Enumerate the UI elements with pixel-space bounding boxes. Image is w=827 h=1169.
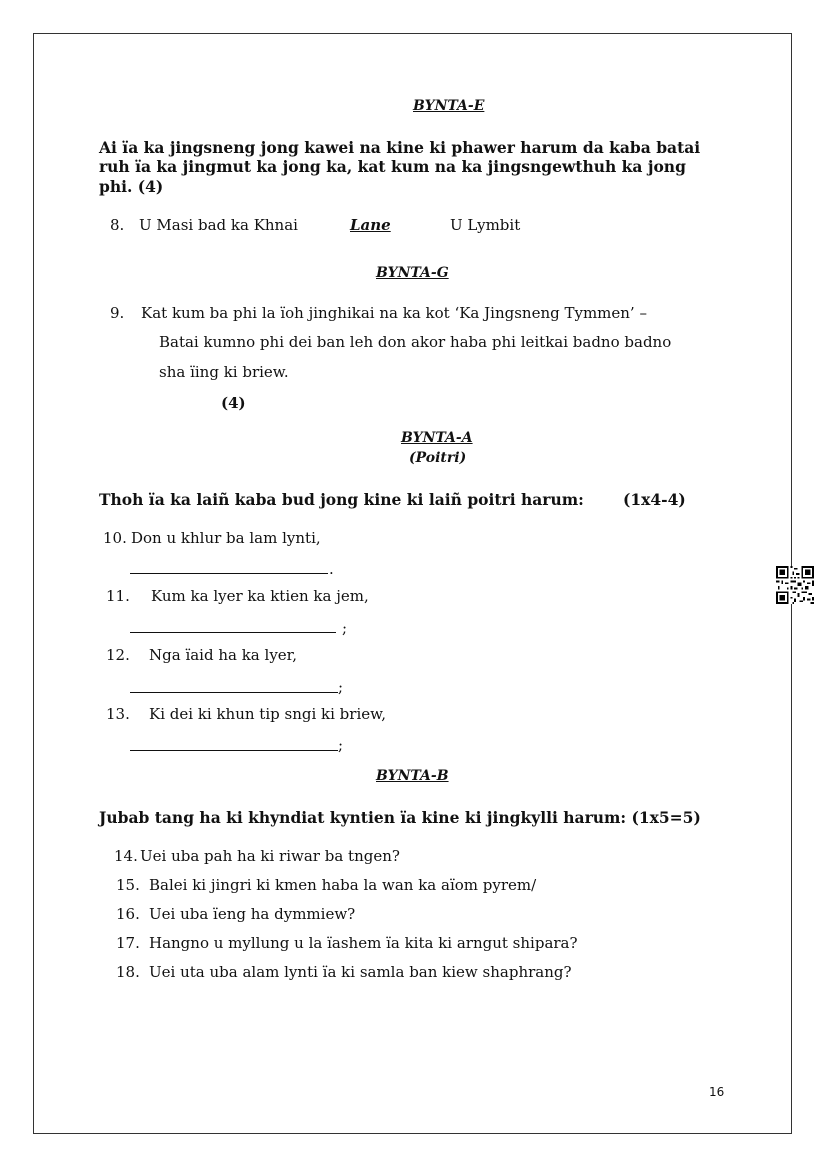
section-a-marks: (1x4-4) bbox=[623, 490, 686, 509]
question-9-marks: (4) bbox=[221, 394, 246, 412]
question-11-end: ; bbox=[342, 619, 348, 637]
question-16-text: Uei uba ïeng ha dymmiew? bbox=[149, 905, 356, 923]
question-10-end: . bbox=[329, 560, 334, 578]
question-11-number: 11. bbox=[106, 587, 130, 605]
question-8-proverb-2: Lane bbox=[350, 216, 391, 234]
question-8-proverb-1: U Masi bad ka Khnai bbox=[139, 216, 298, 234]
question-17-number: 17. bbox=[116, 934, 140, 952]
question-15-text: Balei ki jingri ki kmen haba la wan ka aïom pyrem/ bbox=[149, 876, 537, 894]
section-g-heading: BYNTA-G bbox=[376, 265, 449, 281]
qr-code-icon[interactable] bbox=[776, 566, 814, 604]
question-12-number: 12. bbox=[106, 646, 130, 664]
section-e-instruction-line-3: phi. (4) bbox=[99, 177, 164, 196]
question-13-answer-line bbox=[130, 750, 338, 751]
question-13-end: ; bbox=[338, 736, 344, 754]
section-e-instruction-line-1: Ai ïa ka jingsneng jong kawei na kine ki phawer harum da kaba batai bbox=[99, 138, 701, 157]
question-13-text: Ki dei ki khun tip sngi ki briew, bbox=[149, 705, 386, 723]
question-11-answer-line bbox=[130, 632, 336, 633]
question-16-number: 16. bbox=[116, 905, 140, 923]
question-10-text: Don u khlur ba lam lynti, bbox=[131, 529, 321, 547]
section-a-subheading: (Poitri) bbox=[409, 450, 467, 466]
question-11-text: Kum ka lyer ka ktien ka jem, bbox=[151, 587, 369, 605]
question-17-text: Hangno u myllung u la ïashem ïa kita ki arngut shipara? bbox=[149, 934, 578, 952]
question-12-end: ; bbox=[338, 678, 344, 696]
question-9-line-1: Kat kum ba phi la ïoh jinghikai na ka kot ‘Ka Jingsneng Tymmen’ – bbox=[141, 304, 647, 322]
question-9-line-3: sha ïing ki briew. bbox=[159, 363, 289, 381]
section-b-instruction: Jubab tang ha ki khyndiat kyntien ïa kine ki jingkylli harum: (1x5=5) bbox=[99, 808, 701, 827]
question-8-number: 8. bbox=[110, 216, 125, 234]
question-12-text: Nga ïaid ha ka lyer, bbox=[149, 646, 297, 664]
question-9-number: 9. bbox=[110, 304, 125, 322]
question-8-proverb-3: U Lymbit bbox=[450, 216, 521, 234]
section-e-instruction-line-2: ruh ïa ka jingmut ka jong ka, kat kum na ka jingsngewthuh ka jong bbox=[99, 157, 686, 176]
page-number: 16 bbox=[709, 1085, 725, 1099]
question-14-text: Uei uba pah ha ki riwar ba tngen? bbox=[140, 847, 400, 865]
question-14-number: 14. bbox=[114, 847, 138, 865]
question-10-answer-line bbox=[130, 573, 328, 574]
question-12-answer-line bbox=[130, 692, 338, 693]
question-18-text: Uei uta uba alam lynti ïa ki samla ban kiew shaphrang? bbox=[149, 963, 572, 981]
question-10-number: 10. bbox=[103, 529, 127, 547]
section-e-heading: BYNTA-E bbox=[413, 98, 485, 114]
section-a-instruction: Thoh ïa ka laiñ kaba bud jong kine ki laiñ poitri harum: bbox=[99, 490, 584, 509]
question-15-number: 15. bbox=[116, 876, 140, 894]
section-b-heading: BYNTA-B bbox=[376, 768, 449, 784]
question-18-number: 18. bbox=[116, 963, 140, 981]
question-9-line-2: Batai kumno phi dei ban leh don akor haba phi leitkai badno badno bbox=[159, 333, 672, 351]
question-13-number: 13. bbox=[106, 705, 130, 723]
section-a-heading: BYNTA-A bbox=[401, 430, 473, 446]
